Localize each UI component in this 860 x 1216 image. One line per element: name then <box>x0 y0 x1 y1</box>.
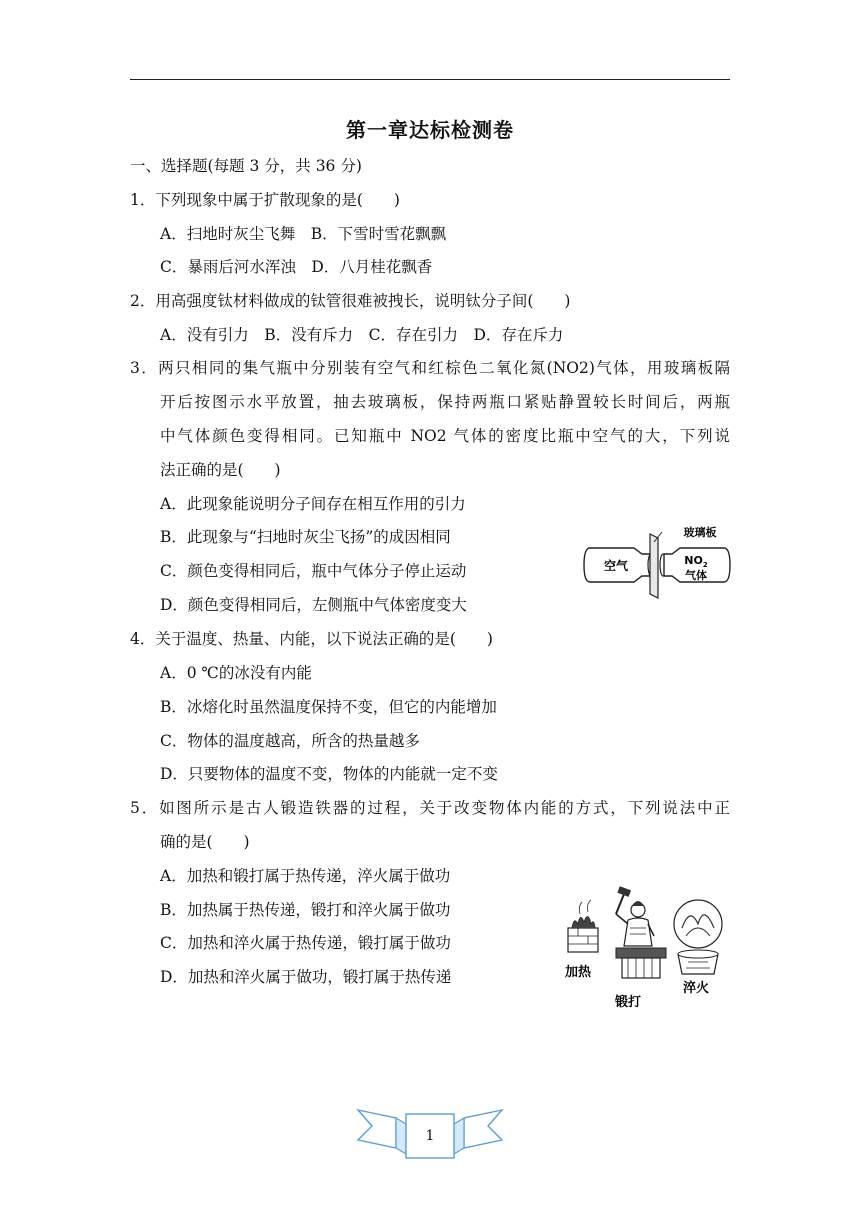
question-5-option-d: D．加热和淬火属于做功，锻打属于热传递 <box>160 968 452 986</box>
question-4-option-d: D．只要物体的温度不变，物体的内能就一定不变 <box>160 765 498 783</box>
question-3-stem-line-1: 3．两只相同的集气瓶中分别装有空气和红棕色二氧化氮(NO2)气体，用玻璃板隔 <box>130 359 730 377</box>
section-heading: 一、选择题(每题 3 分，共 36 分) <box>130 157 362 175</box>
question-1-stem: 1．下列现象中属于扩散现象的是( ) <box>130 191 400 209</box>
question-3-stem-line-2: 开后按图示水平放置，抽去玻璃板，保持两瓶口紧贴静置较长时间后，两瓶 <box>160 393 730 411</box>
question-5-option-c: C．加热和淬火属于热传递，锻打属于做功 <box>160 934 451 952</box>
question-3-option-b: B．此现象与“扫地时灰尘飞扬”的成因相同 <box>160 528 451 546</box>
air-label: 空气 <box>603 559 629 573</box>
question-5-stem-line-1: 5．如图所示是古人锻造铁器的过程，关于改变物体内能的方式，下列说法中正 <box>130 799 730 817</box>
page-number: 1 <box>425 1128 435 1144</box>
forge-label: 锻打 <box>614 995 642 1010</box>
question-2-stem: 2．用高强度钛材料做成的钛管很难被拽长，说明钛分子间( ) <box>130 292 571 310</box>
header-rule <box>130 79 730 80</box>
question-1-options-ab: A．扫地时灰尘飞舞 B．下雪时雪花飘飘 <box>160 225 447 243</box>
question-4-stem: 4．关于温度、热量、内能，以下说法正确的是( ) <box>130 630 493 648</box>
furnace-drawing <box>568 900 598 952</box>
glass-plate <box>650 534 658 598</box>
page-title: 第一章达标检测卷 <box>346 118 514 142</box>
quench-drawing <box>674 900 722 974</box>
question-1-options-cd: C．暴雨后河水浑浊 D．八月桂花飘香 <box>160 258 433 276</box>
question-4-option-c: C．物体的温度越高，所含的热量越多 <box>160 732 420 750</box>
question-3-option-a: A．此现象能说明分子间存在相互作用的引力 <box>160 495 466 513</box>
heat-label: 加热 <box>564 965 592 980</box>
question-3-option-d: D．颜色变得相同后，左侧瓶中气体密度变大 <box>160 596 467 614</box>
question-3-stem-line-3: 中气体颜色变得相同。已知瓶中 NO2 气体的密度比瓶中空气的大，下列说 <box>160 427 730 445</box>
question-4-option-a: A．0 ℃的冰没有内能 <box>160 664 312 682</box>
question-5-stem-line-2: 确的是( ) <box>160 833 250 851</box>
glass-plate-label: 玻璃板 <box>683 526 717 539</box>
gas-label: 气体 <box>685 569 707 582</box>
question-4-option-b: B．冰熔化时虽然温度保持不变，但它的内能增加 <box>160 698 497 716</box>
no2-label: $NO_2$ <box>684 554 708 569</box>
question-5-option-b: B．加热属于热传递，锻打和淬火属于做功 <box>160 901 451 919</box>
anvil-drawing <box>616 948 666 978</box>
gas-bottles-figure <box>582 522 732 608</box>
question-3-stem-line-4: 法正确的是( ) <box>160 461 281 479</box>
question-3-option-c: C．颜色变得相同后，瓶中气体分子停止运动 <box>160 562 467 580</box>
quench-label: 淬火 <box>682 981 710 996</box>
forging-figure <box>558 884 734 1012</box>
question-2-options: A．没有引力 B．没有斥力 C．存在引力 D．存在斥力 <box>160 326 564 344</box>
question-5-option-a: A．加热和锻打属于热传递，淬火属于做功 <box>160 867 451 885</box>
blacksmith-drawing <box>616 886 654 946</box>
